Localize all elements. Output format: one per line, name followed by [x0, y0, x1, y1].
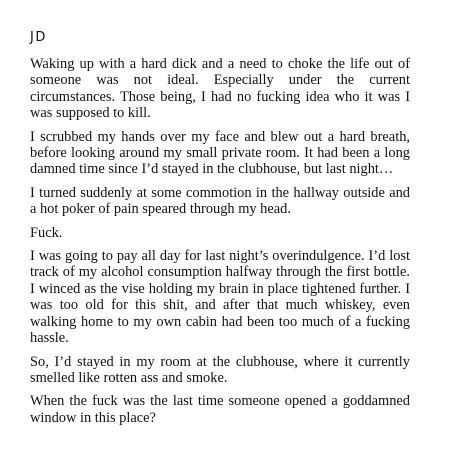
paragraph: When the fuck was the last time someone opened a goddamned window in this place? [30, 393, 410, 426]
paragraph: Waking up with a hard dick and a need to choke the life out of someone was not ideal. Especially under the current circumstances. Those being, I had no fucking idea who it was I was supposed to kill. [30, 56, 410, 122]
paragraph: So, I’d stayed in my room at the clubhouse, where it currently smelled like rotten ass and smoke. [30, 353, 410, 386]
chapter-heading: JD [30, 30, 47, 45]
paragraph: Fuck. [30, 224, 63, 241]
document-page [30, 30, 410, 433]
paragraph: I was going to pay all day for last night’s overindulgence. I’d lost track of my alcohol consumption halfway through the first bottle. I winced as the vise holding my brain in place tightened further. I was too old for this shit, and after that much whiskey, even walking home to my own cabin had been too much of a fucking hassle. [30, 248, 410, 347]
paragraph: I scrubbed my hands over my face and blew out a hard breath, before looking around my small private room. It had been a long damned time since I’d stayed in the clubhouse, but last night… [30, 128, 410, 178]
paragraph: I turned suddenly at some commotion in the hallway outside and a hot poker of pain speared through my head. [30, 184, 410, 218]
